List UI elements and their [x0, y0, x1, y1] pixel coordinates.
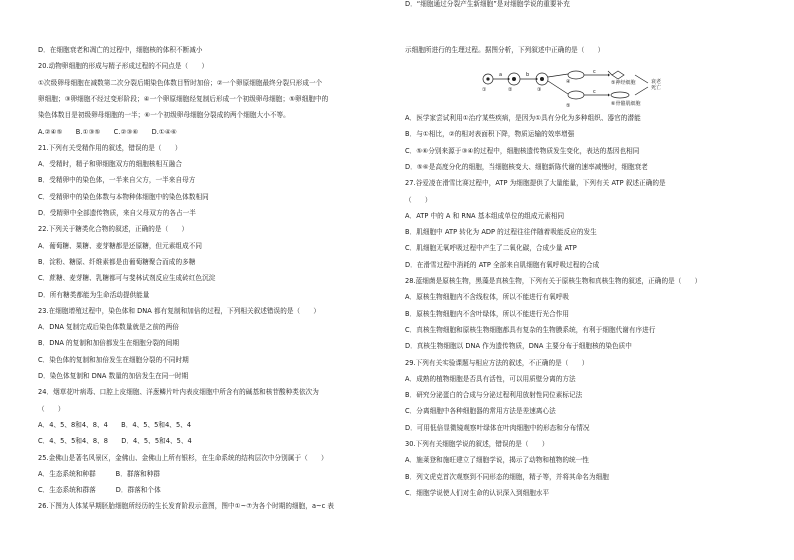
- question-line: C．肌细胞无氧呼吸过程中产生了二氧化碳，合成少量 ATP: [405, 244, 577, 253]
- question-line: 26.下图为人体某早期胚胎细胞所经历的生长发育阶段示意图，图中①~⑦为各个时期的细胞，a~c 表: [38, 502, 335, 511]
- outcome-label: 衰老死亡: [651, 79, 662, 91]
- question-line: B．原核生物细胞内不含叶绿体，所以不能进行光合作用: [405, 309, 570, 318]
- question-line: C．分离细胞中各种细胞器的常用方法是差速离心法: [405, 407, 556, 416]
- cell-development-diagram: [480, 67, 680, 111]
- question-line: C．细胞学说使人们对生命的认识深入到细胞水平: [405, 488, 550, 497]
- question-line: D．所有糖类都能为生命活动提供能量: [38, 290, 150, 299]
- question-line: A．原核生物细胞内不含线粒体，所以不能进行有氧呼吸: [405, 293, 570, 302]
- question-line: B．淀粉、糖原、纤维素都是由葡萄糖聚合而成的多糖: [38, 257, 196, 266]
- question-line: D．染色体复制和 DNA 数量的加倍发生在同一时期: [38, 372, 189, 380]
- question-line: 25.金佛山是著名风景区，金佛山、金佛山上所有银杉，在生命系统的结构层次中分别属于（ ）: [38, 453, 328, 462]
- question-line: 27.谷爱凌在滑雪比赛过程中，ATP 为细胞提供了大量能量，下列有关 ATP 叙述正确的是: [405, 179, 666, 188]
- question-line: 示细胞所进行的生理过程。据图分析，下列叙述中正确的是（ ）: [405, 46, 605, 54]
- question-line: ①次级卵母细胞在减数第二次分裂后期染色体数目暂时加倍；②一个卵原细胞最终分裂只形成一个: [38, 78, 323, 87]
- question-line: A．受精时，精子和卵细胞双方的细胞核相互融合: [38, 160, 183, 169]
- question-line: A．施莱登和施旺建立了细胞学说，揭示了动物和植物的统一性: [405, 456, 589, 465]
- question-line: 24．烟草花叶病毒、口腔上皮细胞、洋葱鳞片叶内表皮细胞中所含有的碱基和核苷酸种类依次为: [38, 388, 319, 397]
- question-line: B．列文虎克首次观察到不同形态的细胞，精子等，并将其命名为细胞: [405, 472, 609, 481]
- diagram-number: ②: [508, 87, 513, 93]
- process-label: c: [593, 69, 596, 75]
- process-label: c: [593, 89, 596, 95]
- cell-type-label: ⑥骨骼肌细胞: [611, 101, 641, 107]
- question-line: C．生态系统和群落 D．群落和个体: [38, 486, 161, 495]
- question-line: D．可用低倍显微镜观察叶绿体在叶肉细胞中的形态和分布情况: [405, 423, 590, 432]
- question-line: （ ）: [38, 404, 65, 413]
- question-line: 22.下列关于糖类化合物的叙述，正确的是（ ）: [38, 225, 189, 234]
- process-label: b: [526, 72, 530, 78]
- question-line: A．4、5、8和4、8、4 B．4、5、5和4、5、4: [38, 420, 192, 429]
- question-line: C．受精卵中的染色体数与本物种体细胞中的染色体数相同: [38, 192, 209, 201]
- question-line: A.②④⑤ B.①③⑤ C.②③⑥ D.①④⑥: [38, 127, 177, 136]
- question-line: D．在细胞衰老和凋亡的过程中，细胞核的体积不断减小: [38, 46, 203, 54]
- question-line: A．ATP 中的 A 和 RNA 基本组成单位的组成元素相同: [405, 211, 565, 220]
- question-line: （ ）: [405, 195, 432, 204]
- diagram-number: ①: [482, 87, 487, 93]
- question-line: B．肌细胞中 ATP 转化为 ADP 的过程往往伴随着吸能反应的发生: [405, 228, 597, 237]
- question-line: D．在滑雪过程中消耗的 ATP 全部来自肌细胞有氧呼吸过程的合成: [405, 260, 600, 269]
- question-line: 28.蓝细菌是原核生物，黑藻是真核生物，下列有关于原核生物和真核生物的叙述，正确的是（ ）: [405, 277, 702, 285]
- question-line: B．与①相比，②的相对表面积下降，物质运输的效率增强: [405, 130, 575, 139]
- question-line: 20.动物卵细胞的形成与精子形成过程的不同点是（ ）: [38, 62, 209, 71]
- diagram-number: ⑤: [566, 103, 571, 109]
- question-line: B．受精卵中的染色体，一半来自父方，一半来自母方: [38, 176, 196, 185]
- question-line: D．真核生物细胞以 DNA 作为遗传物质，DNA 主要分布于细胞核的染色质中: [405, 342, 632, 351]
- question-line: C．蔗糖、麦芽糖、乳糖都可与斐林试剂反应生成砖红色沉淀: [38, 274, 216, 283]
- question-line: A．DNA 复制完成后染色体数量就是之前的两倍: [38, 323, 179, 332]
- diagram-number: ③: [537, 87, 542, 93]
- question-line: 29.下列有关实验课题与相应方法的叙述，不正确的是（ ）: [405, 358, 589, 367]
- question-line: C．染色体的复制和加倍发生在细胞分裂的不同时期: [38, 355, 189, 364]
- question-line: 30.下列有关细胞学说的叙述，错误的是（ ）: [405, 440, 549, 448]
- question-line: B．DNA 的复制和加倍都发生在细胞分裂的间期: [38, 339, 179, 348]
- question-line: A．葡萄糖、果糖、麦芽糖都是还原糖，但元素组成不同: [38, 241, 203, 250]
- question-line: D．“细胞通过分裂产生新细胞”是对细胞学说的重要补充: [405, 0, 570, 8]
- cell-type-label: ⑤神经细胞: [611, 80, 636, 86]
- question-line: C．真核生物细胞和原核生物细胞都具有复杂的生物膜系统，有利于细胞代谢有序进行: [405, 325, 656, 334]
- diagram-number: ④: [566, 79, 571, 85]
- question-line: B．研究分泌蛋白的合成与分泌过程利用放射性同位素标记法: [405, 391, 583, 400]
- question-line: 卵细胞；③卵细胞不经过变形阶段；④一个卵原细胞经复制后形成一个初级卵母细胞；⑤卵细胞中的: [38, 94, 329, 103]
- process-label: a: [499, 72, 503, 78]
- question-line: A．生态系统和种群 B．群落和种群: [38, 469, 161, 478]
- question-line: D．受精卵中全部遗传物质，来自父母双方的各占一半: [38, 209, 196, 217]
- question-line: C．4、5、5和4、8、8 D．4、5、5和4、5、4: [38, 437, 192, 446]
- question-line: 23.在细胞增殖过程中，染色体和 DNA 都有复制和加倍的过程，下列相关叙述错误的是（ ）: [38, 306, 321, 315]
- question-line: C．⑤⑥分别来源于③④的过程中，细胞核遗传物质发生变化，表达的基因也相同: [405, 146, 640, 155]
- question-line: D．⑤⑥是高度分化的细胞，当细胞核变大、细胞新陈代谢的速率减慢时，细胞衰老: [405, 162, 648, 171]
- question-line: A．成熟的植物细胞是否具有活性，可以用质壁分离的方法: [405, 374, 576, 383]
- question-line: 21.下列有关受精作用的叙述，错误的是（ ）: [38, 143, 182, 152]
- question-line: 染色体数目是初级卵母细胞的一半；⑥一个初级卵母细胞分裂成的两个细胞大小不等。: [38, 111, 290, 120]
- question-line: A．医学家尝试利用①治疗某些疾病，是因为①具有分化为多种组织、器官的潜能: [405, 114, 641, 122]
